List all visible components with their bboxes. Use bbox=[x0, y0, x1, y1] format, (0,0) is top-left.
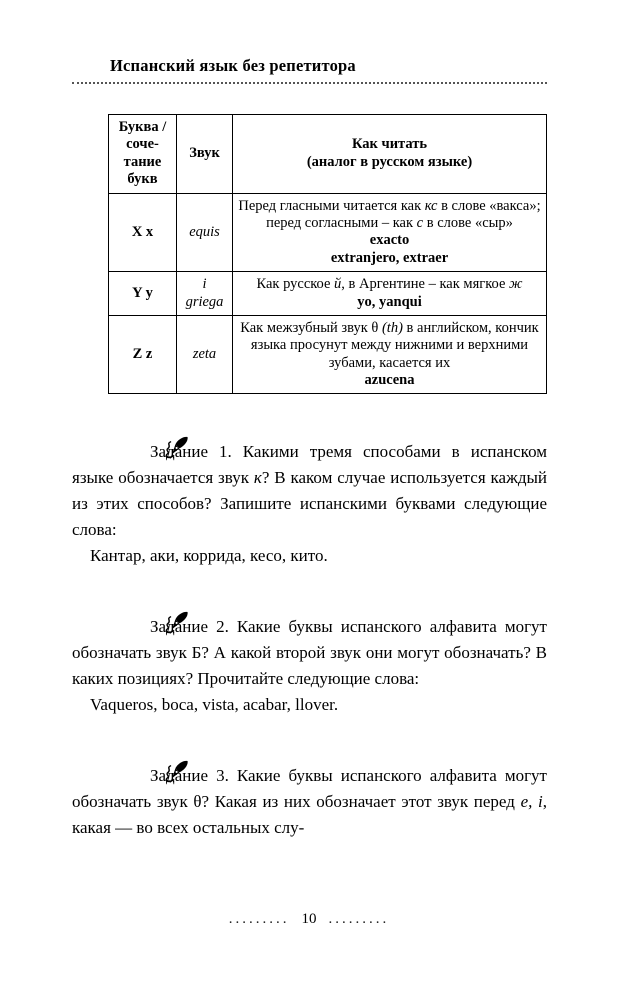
book-title: Испанский язык без репетитора bbox=[110, 56, 356, 75]
header-divider bbox=[72, 82, 547, 84]
running-head bbox=[72, 56, 547, 84]
reading-cell bbox=[233, 315, 547, 394]
task-3 bbox=[72, 760, 547, 841]
table-row-x bbox=[109, 193, 547, 272]
example-words: exacto bbox=[369, 232, 410, 249]
reading-segment-italic: й bbox=[334, 276, 342, 293]
sound-cell: equis bbox=[177, 193, 233, 272]
col-header-letter: Буква / соче-тание букв bbox=[109, 115, 177, 194]
task-text: Задание 3. Какие буквы испанского алфавита могут обозначать звук θ? Какая из них обозначает этот звук перед bbox=[72, 766, 547, 812]
footer-dots-left: ......... bbox=[228, 911, 290, 927]
sound-cell: zeta bbox=[177, 315, 233, 394]
task-word-list: Vaqueros, boca, vista, acabar, llover. bbox=[90, 695, 339, 715]
task-paragraph bbox=[72, 760, 547, 841]
col-header-reading bbox=[233, 115, 547, 194]
reading-segment-italic: с bbox=[416, 214, 424, 231]
reading-segment: Как межзубный звук θ bbox=[240, 319, 382, 336]
reading-segment: перед согласными – как bbox=[266, 214, 417, 231]
letter-cell: Z z bbox=[109, 315, 177, 394]
task-text-rest: ? В каком случае используется каждый из этих способов? Запишите испанскими буквами следующие слова: bbox=[72, 468, 548, 540]
task-paragraph bbox=[72, 611, 547, 692]
task-text-italic: к bbox=[253, 468, 262, 488]
sound-cell: i griega bbox=[177, 272, 233, 316]
task-2 bbox=[72, 611, 547, 718]
reading-segment-italic: кс bbox=[424, 197, 438, 214]
reading-segment: Как русское bbox=[256, 276, 335, 293]
reading-segment: , в Аргентине – как мягкое bbox=[341, 276, 510, 293]
page-number: 10 bbox=[301, 911, 317, 927]
page-footer bbox=[0, 911, 618, 928]
task-1 bbox=[72, 436, 547, 569]
letter-cell: X x bbox=[109, 193, 177, 272]
pen-icon bbox=[118, 611, 144, 639]
reading-cell bbox=[233, 272, 547, 316]
pen-icon bbox=[118, 760, 144, 788]
pen-icon bbox=[118, 436, 144, 464]
task-text-rest: , какая — во всех остальных слу- bbox=[72, 792, 547, 838]
task-text: Задание 2. Какие буквы испанского алфавита могут обозначать звук Б? А какой второй звук они могут обозначать? В каких позициях? Прочитайте следующие слова: bbox=[72, 617, 547, 689]
example-words: yo, yanqui bbox=[357, 293, 422, 310]
reading-segment-italic: ж bbox=[509, 276, 523, 293]
footer-dots-right: ......... bbox=[328, 911, 390, 927]
reading-segment: в английском, кончик языка просунут между нижними и верхними зубами, касается их bbox=[250, 319, 539, 371]
reading-segment: Перед гласными читается как bbox=[238, 197, 425, 214]
task-word-list: Кантар, аки, коррида, кесо, кито. bbox=[90, 546, 328, 566]
task-text-italic: e, i bbox=[520, 792, 543, 812]
table-row-y bbox=[109, 272, 547, 316]
letter-cell: Y y bbox=[109, 272, 177, 316]
reading-segment: в слове «сыр» bbox=[423, 214, 513, 231]
reading-text bbox=[238, 276, 541, 293]
col-header-sound: Звук bbox=[177, 115, 233, 194]
reading-segment-italic: (th) bbox=[381, 319, 403, 336]
reading-text bbox=[238, 198, 541, 233]
reading-segment: в слове «вакса»; bbox=[437, 197, 541, 214]
pronunciation-table bbox=[108, 114, 547, 394]
table-row-z bbox=[109, 315, 547, 394]
example-words: extranjero, extraer bbox=[330, 249, 449, 266]
col-header-reading-line2: (аналог в русском языке) bbox=[306, 153, 473, 170]
col-header-reading-line1: Как читать bbox=[351, 136, 428, 153]
task-text: Задание 1. Какими тремя способами в испанском языке обозначается звук bbox=[72, 442, 547, 488]
table-header-row bbox=[109, 115, 547, 194]
example-words: azucena bbox=[364, 372, 415, 389]
task-paragraph bbox=[72, 436, 547, 543]
reading-cell bbox=[233, 193, 547, 272]
reading-text bbox=[238, 320, 541, 372]
